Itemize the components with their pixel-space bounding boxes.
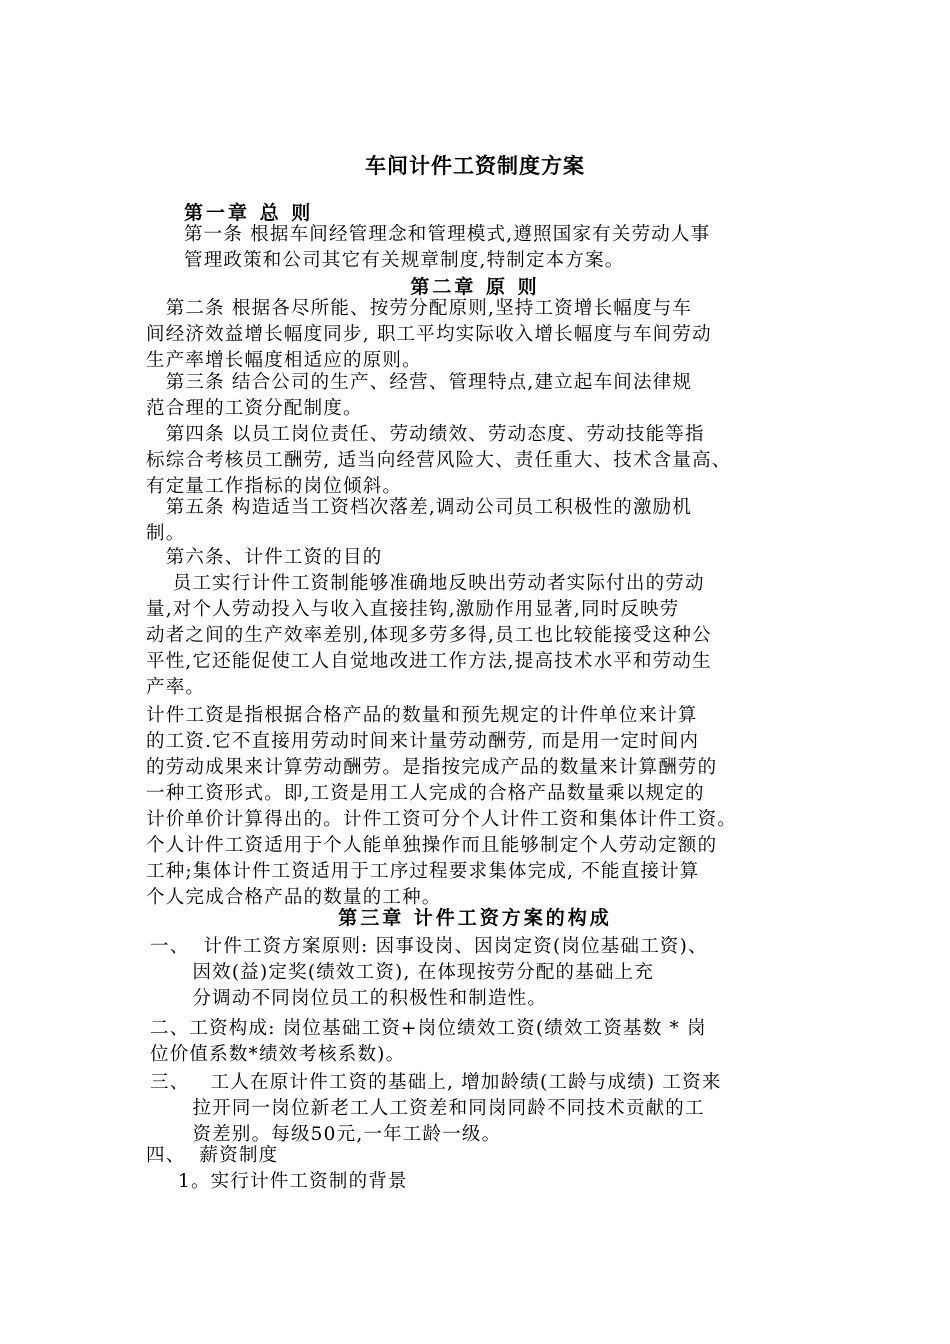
item-4-sub-1-line: 1。实行计件工资制的背景 xyxy=(178,1171,408,1192)
item-3-line: 资差别。每级50元,一年工龄一级。 xyxy=(150,1124,502,1145)
article-6-line: 员工实行计件工资制能够准确地反映出劳动者实际付出的劳动 xyxy=(146,573,705,594)
article-3 xyxy=(146,370,826,422)
chapter-3-heading: 第三章 计件工资方案的构成 xyxy=(338,907,612,929)
definition-line: 计件工资是指根据合格产品的数量和预先规定的计件单位来计算 xyxy=(146,705,698,726)
item-2-line: 位价值系数*绩效考核系数)。 xyxy=(150,1044,406,1065)
item-1-line: 分调动不同岗位员工的积极性和制造性。 xyxy=(150,988,548,1009)
article-6-line: 平性,它还能促使工人自觉地改进工作方法,提高技术水平和劳动生 xyxy=(146,651,712,672)
article-1-line: 第一条 根据车间经管理念和管理模式,遵照国家有关劳动人事 xyxy=(184,224,711,245)
article-3-line: 范合理的工资分配制度。 xyxy=(146,398,363,419)
item-1-line: 因效(益)定奖(绩效工资), 在体现按劳分配的基础上充 xyxy=(150,962,655,983)
item-3-line: 拉开同一岗位新老工人工资差和同岗同龄不同技术贡献的工 xyxy=(150,1098,705,1119)
article-4-line: 有定量工作指标的岗位倾斜。 xyxy=(146,476,403,497)
article-4-line: 第四条 以员工岗位责任、劳动绩效、劳动态度、劳动技能等指 xyxy=(146,424,705,445)
article-6 xyxy=(146,545,826,701)
article-6-line: 量,对个人劳动投入与收入直接挂钩,激励作用显著,同时反映劳 xyxy=(146,599,680,620)
article-2-line: 第二条 根据各尽所能、按劳分配原则,坚持工资增长幅度与车 xyxy=(146,298,693,319)
chapter-3-item-4-sub-1 xyxy=(178,1169,858,1195)
article-4-line: 标综合考核员工酬劳, 适当向经营风险大、责任重大、技术含量高、 xyxy=(146,450,732,471)
chapter-3-item-2 xyxy=(150,1016,830,1068)
definition-line: 个人完成合格产品的数量的工种。 xyxy=(146,887,442,908)
article-5-line: 第五条 构造适当工资档次落差,调动公司员工积极性的激励机 xyxy=(146,497,693,518)
definition-line: 个人计件工资适用于个人能单独操作而且能够制定个人劳动定额的 xyxy=(146,835,718,856)
article-4 xyxy=(146,422,826,500)
chapter-2-heading: 第二章 原 则 xyxy=(410,276,540,298)
article-5 xyxy=(146,495,826,547)
definition-line: 工种;集体计件工资适用于工序过程要求集体完成, 不能直接计算 xyxy=(146,861,700,882)
item-3-line: 三、 工人在原计件工资的基础上, 增加龄绩(工龄与成绩) 工资来 xyxy=(150,1072,722,1093)
chapter-3-item-4 xyxy=(146,1143,826,1169)
chapter-1-heading: 第一章 总 则 xyxy=(184,202,314,224)
article-2 xyxy=(146,296,826,374)
definition-line: 计价单价计算得出的。计件工资可分个人计件工资和集体计件工资。 xyxy=(146,809,738,830)
definition-line: 一种工资形式。即,工资是用工人完成的合格产品数量乘以规定的 xyxy=(146,783,705,804)
item-4-line: 四、 薪资制度 xyxy=(146,1145,279,1166)
item-2-line: 二、工资构成: 岗位基础工资+岗位绩效工资(绩效工资基数 * 岗 xyxy=(150,1018,707,1039)
article-6-line: 第六条、计件工资的目的 xyxy=(146,547,383,568)
article-6-line: 动者之间的生产效率差别,体现多劳多得,员工也比较能接受这种公 xyxy=(146,625,712,646)
article-1-line: 管理政策和公司其它有关规章制度,特制定本方案。 xyxy=(184,250,625,271)
article-3-line: 第三条 结合公司的生产、经营、管理特点,建立起车间法律规 xyxy=(146,372,693,393)
document-title: 车间计件工资制度方案 xyxy=(365,154,585,178)
item-1-line: 一、 计件工资方案原则: 因事设岗、因岗定资(岗位基础工资)、 xyxy=(150,936,708,957)
article-2-line: 间经济效益增长幅度同步, 职工平均实际收入增长幅度与车间劳动 xyxy=(146,324,712,345)
piecework-definition xyxy=(146,703,826,911)
definition-line: 的劳动成果来计算劳动酬劳。是指按完成产品的数量来计算酬劳的 xyxy=(146,757,718,778)
article-6-line: 产率。 xyxy=(146,677,206,698)
article-2-line: 生产率增长幅度相适应的原则。 xyxy=(146,350,422,371)
article-1 xyxy=(184,222,864,274)
chapter-3-item-3 xyxy=(150,1070,830,1148)
chapter-3-item-1 xyxy=(150,934,830,1012)
article-5-line: 制。 xyxy=(146,523,186,544)
definition-line: 的工资.它不直接用劳动时间来计量劳动酬劳, 而是用一定时间内 xyxy=(146,731,700,752)
